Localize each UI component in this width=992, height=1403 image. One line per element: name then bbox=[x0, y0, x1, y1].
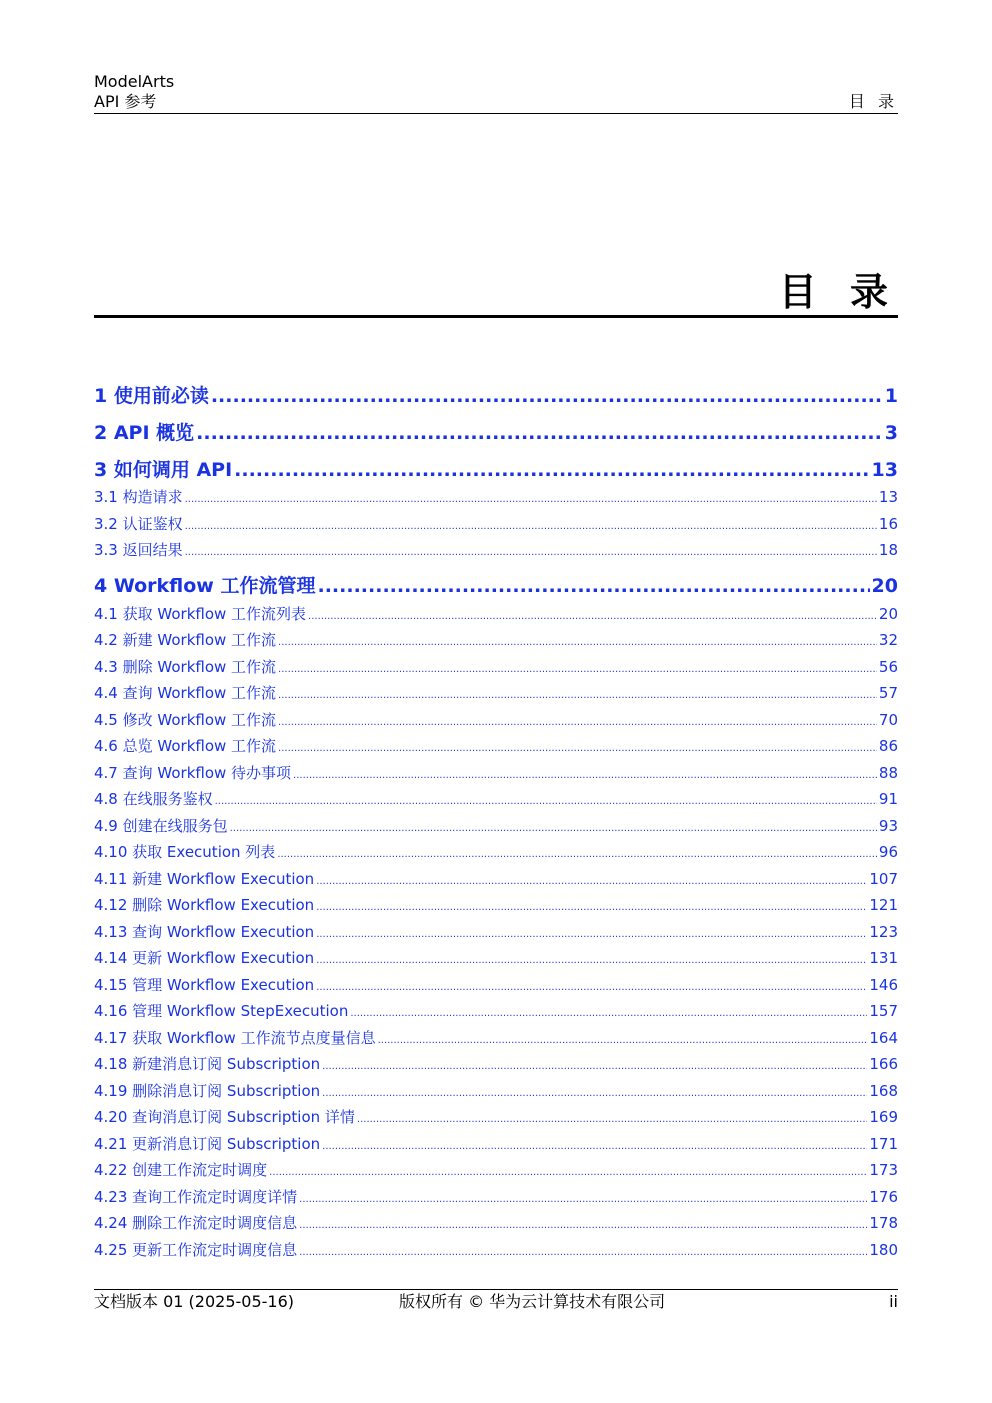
toc-entry-page: 131 bbox=[869, 949, 898, 967]
toc-entry-page: 173 bbox=[869, 1161, 898, 1179]
toc-entry[interactable] bbox=[94, 1212, 898, 1234]
toc-dot-leader bbox=[269, 1159, 867, 1184]
toc-entry-label: 3.1 构造请求 bbox=[94, 488, 183, 506]
toc-dot-leader bbox=[316, 974, 867, 999]
toc-entry-page: 3 bbox=[884, 422, 898, 444]
toc-entry-label: 4.17 获取 Workflow 工作流节点度量信息 bbox=[94, 1029, 376, 1047]
toc-dot-leader bbox=[299, 1186, 867, 1211]
toc-entry-label: 4.5 修改 Workflow 工作流 bbox=[94, 711, 277, 729]
toc-entry[interactable] bbox=[94, 1159, 898, 1181]
toc-entry[interactable] bbox=[94, 656, 898, 678]
toc-dot-leader bbox=[350, 1000, 867, 1025]
toc-entry-label: 4.19 删除消息订阅 Subscription bbox=[94, 1082, 321, 1100]
toc-entry[interactable] bbox=[94, 1080, 898, 1102]
toc-entry[interactable] bbox=[94, 539, 898, 561]
toc-entry-page: 57 bbox=[878, 684, 898, 702]
toc-entry-page: 16 bbox=[878, 515, 898, 533]
toc-entry[interactable] bbox=[94, 603, 898, 625]
toc-entry-label: 4.24 删除工作流定时调度信息 bbox=[94, 1214, 298, 1232]
toc-entry-page: 20 bbox=[878, 605, 898, 623]
document-version: 文档版本 01 (2025-05-16) bbox=[94, 1292, 295, 1311]
toc-entry-page: 88 bbox=[878, 764, 898, 782]
section-name: 目 录 bbox=[848, 92, 898, 111]
toc-entry-label: 4.9 创建在线服务包 bbox=[94, 817, 228, 835]
toc-entry[interactable] bbox=[94, 974, 898, 996]
toc-entry-label: 4.15 管理 Workflow Execution bbox=[94, 976, 315, 994]
toc-dot-leader bbox=[357, 1106, 867, 1131]
toc-entry[interactable] bbox=[94, 921, 898, 943]
toc-entry[interactable] bbox=[94, 1000, 898, 1022]
toc-entry-label: 4.23 查询工作流定时调度详情 bbox=[94, 1188, 298, 1206]
toc-entry-page: 121 bbox=[869, 896, 898, 914]
page-number: ii bbox=[889, 1292, 898, 1311]
toc-entry-label: 4.3 删除 Workflow 工作流 bbox=[94, 658, 277, 676]
toc-entry-label: 3 如何调用 API bbox=[94, 459, 233, 481]
toc-dot-leader bbox=[185, 486, 877, 511]
toc-entry-page: 178 bbox=[869, 1214, 898, 1232]
toc-entry-page: 157 bbox=[869, 1002, 898, 1020]
toc-entry[interactable] bbox=[94, 762, 898, 784]
toc-entry-page: 93 bbox=[878, 817, 898, 835]
toc-entry[interactable] bbox=[94, 1053, 898, 1075]
copyright-notice: 版权所有 © 华为云计算技术有限公司 bbox=[399, 1292, 666, 1311]
toc-entry-page: 1 bbox=[884, 385, 898, 407]
toc-entry-label: 4.16 管理 Workflow StepExecution bbox=[94, 1002, 349, 1020]
toc-dot-leader bbox=[299, 1239, 867, 1264]
toc-entry-page: 96 bbox=[878, 843, 898, 861]
toc-entry[interactable] bbox=[94, 788, 898, 810]
toc-entry-page: 86 bbox=[878, 737, 898, 755]
toc-entry[interactable] bbox=[94, 709, 898, 731]
toc-dot-leader bbox=[317, 573, 869, 599]
toc-entry-label: 4.21 更新消息订阅 Subscription bbox=[94, 1135, 321, 1153]
toc-entry-label: 4.20 查询消息订阅 Subscription 详情 bbox=[94, 1108, 355, 1126]
toc-dot-leader bbox=[378, 1027, 868, 1052]
toc-dot-leader bbox=[316, 894, 867, 919]
toc-entry-label: 4.8 在线服务鉴权 bbox=[94, 790, 213, 808]
toc-entry-label: 4.25 更新工作流定时调度信息 bbox=[94, 1241, 298, 1259]
toc-dot-leader bbox=[278, 656, 877, 681]
toc-entry[interactable] bbox=[94, 682, 898, 704]
document-name: API 参考 bbox=[94, 92, 157, 111]
toc-entry-label: 4.2 新建 Workflow 工作流 bbox=[94, 631, 277, 649]
toc-dot-leader bbox=[322, 1053, 867, 1078]
toc-dot-leader bbox=[308, 603, 877, 628]
toc-dot-leader bbox=[322, 1080, 867, 1105]
toc-dot-leader bbox=[278, 629, 877, 654]
toc-entry-label: 4.6 总览 Workflow 工作流 bbox=[94, 737, 277, 755]
toc-entry-page: 171 bbox=[869, 1135, 898, 1153]
toc-entry-page: 56 bbox=[878, 658, 898, 676]
toc-entry-label: 1 使用前必读 bbox=[94, 385, 209, 407]
toc-dot-leader bbox=[277, 841, 877, 866]
toc-entry-page: 146 bbox=[869, 976, 898, 994]
toc-entry-label: 3.2 认证鉴权 bbox=[94, 515, 183, 533]
toc-entry-label: 3.3 返回结果 bbox=[94, 541, 183, 559]
toc-entry-label: 4.10 获取 Execution 列表 bbox=[94, 843, 276, 861]
toc-entry[interactable] bbox=[94, 513, 898, 535]
toc-entry[interactable] bbox=[94, 420, 898, 446]
toc-entry-label: 4.7 查询 Workflow 待办事项 bbox=[94, 764, 292, 782]
toc-entry[interactable] bbox=[94, 868, 898, 890]
toc-entry-page: 168 bbox=[869, 1082, 898, 1100]
toc-entry-page: 18 bbox=[878, 541, 898, 559]
toc-entry[interactable] bbox=[94, 629, 898, 651]
page-footer bbox=[94, 1289, 898, 1320]
toc-entry[interactable] bbox=[94, 894, 898, 916]
title-divider bbox=[94, 315, 898, 318]
toc-entry-label: 4.18 新建消息订阅 Subscription bbox=[94, 1055, 321, 1073]
toc-entry[interactable] bbox=[94, 1239, 898, 1261]
toc-entry-page: 164 bbox=[869, 1029, 898, 1047]
toc-entry-page: 13 bbox=[878, 488, 898, 506]
toc-entry[interactable] bbox=[94, 457, 898, 483]
toc-entry[interactable] bbox=[94, 383, 898, 409]
toc-entry[interactable] bbox=[94, 735, 898, 757]
product-name: ModelArts bbox=[94, 72, 175, 91]
toc-entry-label: 4.4 查询 Workflow 工作流 bbox=[94, 684, 277, 702]
toc-entry-page: 176 bbox=[869, 1188, 898, 1206]
toc-entry[interactable] bbox=[94, 1186, 898, 1208]
toc-entry-label: 4 Workflow 工作流管理 bbox=[94, 575, 316, 597]
toc-entry-page: 166 bbox=[869, 1055, 898, 1073]
toc-dot-leader bbox=[278, 709, 877, 734]
toc-dot-leader bbox=[293, 762, 877, 787]
toc-dot-leader bbox=[316, 868, 867, 893]
toc-dot-leader bbox=[230, 815, 877, 840]
toc-entry-page: 20 bbox=[871, 575, 898, 597]
toc-entry-page: 32 bbox=[878, 631, 898, 649]
toc-dot-leader bbox=[316, 921, 867, 946]
toc-entry-page: 13 bbox=[871, 459, 898, 481]
toc-entry-page: 107 bbox=[869, 870, 898, 888]
toc-dot-leader bbox=[196, 420, 883, 446]
toc-entry[interactable] bbox=[94, 841, 898, 863]
toc-dot-leader bbox=[185, 539, 877, 564]
toc-entry-page: 169 bbox=[869, 1108, 898, 1126]
toc-dot-leader bbox=[215, 788, 877, 813]
toc-dot-leader bbox=[185, 513, 877, 538]
toc-entry[interactable] bbox=[94, 573, 898, 599]
toc-dot-leader bbox=[299, 1212, 867, 1237]
toc-entry[interactable] bbox=[94, 1106, 898, 1128]
toc-dot-leader bbox=[278, 682, 877, 707]
toc-dot-leader bbox=[211, 383, 883, 409]
toc-entry-page: 70 bbox=[878, 711, 898, 729]
page-title: 目 录 bbox=[778, 270, 898, 314]
toc-entry-label: 4.14 更新 Workflow Execution bbox=[94, 949, 315, 967]
toc-entry-label: 4.22 创建工作流定时调度 bbox=[94, 1161, 268, 1179]
toc-dot-leader bbox=[322, 1133, 867, 1158]
toc-dot-leader bbox=[278, 735, 877, 760]
page-header bbox=[94, 72, 898, 114]
toc-entry-page: 123 bbox=[869, 923, 898, 941]
toc-entry-page: 180 bbox=[869, 1241, 898, 1259]
toc-entry[interactable] bbox=[94, 815, 898, 837]
toc-entry-label: 4.13 查询 Workflow Execution bbox=[94, 923, 315, 941]
toc-entry-label: 2 API 概览 bbox=[94, 422, 195, 444]
toc-entry[interactable] bbox=[94, 1133, 898, 1155]
toc-entry[interactable] bbox=[94, 947, 898, 969]
toc-entry-label: 4.11 新建 Workflow Execution bbox=[94, 870, 315, 888]
toc-entry-page: 91 bbox=[878, 790, 898, 808]
toc-entry[interactable] bbox=[94, 486, 898, 508]
toc-dot-leader bbox=[316, 947, 867, 972]
toc-entry[interactable] bbox=[94, 1027, 898, 1049]
toc-entry-label: 4.1 获取 Workflow 工作流列表 bbox=[94, 605, 307, 623]
toc-dot-leader bbox=[234, 457, 869, 483]
toc-entry-label: 4.12 删除 Workflow Execution bbox=[94, 896, 315, 914]
